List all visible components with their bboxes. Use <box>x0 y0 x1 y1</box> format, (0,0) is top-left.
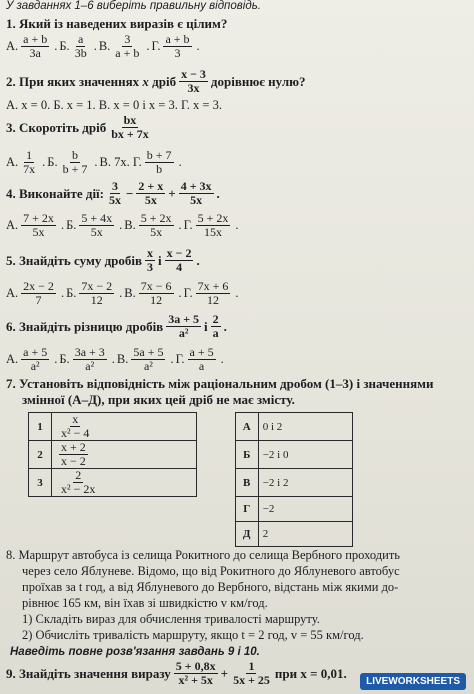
q4-f1: $\frac{3}{5x}$ <box>109 179 121 207</box>
question-8-line: 8. Маршрут автобуса із селища Рокитного до селища Вербного проходить <box>6 548 401 562</box>
right-value: −2 і 2 <box>258 469 352 497</box>
right-key: Г <box>235 497 258 522</box>
right-key: В <box>235 469 258 497</box>
question-7-line-1: 7. Установіть відповідність між раціональним дробом (1–3) і значеннями <box>6 376 434 391</box>
question-3-answers: А. $\frac{1}{7x}$ . Б. $\frac{b}{b + 7}$ . В. 7x. Г. $\frac{b + 7}{b}$ . <box>6 148 182 176</box>
question-6-answers: А. $\frac{a + 5}{\text{a²}}$ . Б. $\frac{3a + 3}{\text{a²}}$ . В. $\frac{5a + 5}{\text{a²}}$ . Г. $\frac{a + 5}{a}$ . <box>6 345 224 373</box>
question-8-line: рівнює 165 км, він їхав зі швидкістю v км/год. <box>22 596 268 610</box>
question-2-answers: А. x = 0. Б. x = 1. В. x = 0 і x = 3. Г. x = 3. <box>6 98 222 112</box>
q6-b-fraction: $\frac{3a + 3}{\text{a²}}$ <box>74 345 105 373</box>
instructions-note: Наведіть повне розв'язання завдань 9 і 10. <box>10 646 260 658</box>
question-6-text: 6. Знайдіть різницю дробів $\frac{3a + 5}{\text{a²}}$ і $\frac{2}{a}$ . <box>6 312 227 340</box>
q1-a-label: А. <box>6 39 19 53</box>
q1-d-fraction: $\frac{a + b}{3}$ <box>165 32 190 60</box>
right-key: А <box>235 413 258 441</box>
q9-f2: $\frac{1}{5x + 25}$ <box>233 659 270 687</box>
left-expr-3: $\frac{2}{\text{x² − 2x}}$ <box>52 469 197 497</box>
question-8-line: через село Яблуневе. Відомо, що від Рокитного до Яблуневого автобус <box>22 564 400 578</box>
q4-a-fraction: $\frac{7 + 2x}{5x}$ <box>23 211 54 239</box>
question-1-answers: А. $\frac{a + b}{3a}$ . Б. $\frac{a}{3b}$ . В. $\frac{3}{a + b}$ . Г. $\frac{a + b}{3}$ . <box>6 32 200 60</box>
instructions-header: У завданнях 1–6 виберіть правильну відповідь. <box>6 0 261 12</box>
liveworksheets-logo: LIVEWORKSHEETS <box>360 673 466 690</box>
question-5-answers: А. $\frac{2x - 2}{7}$ . Б. $\frac{7x - 2}{12}$ . В. $\frac{7x - 6}{12}$ . Г. $\frac{7x + 6}{12}$ . <box>6 279 239 307</box>
question-3-text: 3. Скоротіть дріб $\frac{bx}{bx + 7x}$ <box>6 113 149 141</box>
question-5-text: 5. Знайдіть суму дробів $\frac{x}{3}$ і $\frac{x - 2}{4}$ . <box>6 246 200 274</box>
left-key: 3 <box>29 469 52 497</box>
q6-f1: $\frac{3a + 5}{\text{a²}}$ <box>168 312 200 340</box>
q4-c-fraction: $\frac{5 + 2x}{5x}$ <box>140 211 172 239</box>
q5-b-fraction: $\frac{7x - 2}{12}$ <box>81 279 113 307</box>
right-value: 2 <box>258 522 352 547</box>
right-key: Б <box>235 441 258 469</box>
q6-f2: $\frac{2}{a}$ <box>212 312 219 340</box>
q6-c-fraction: $\frac{5a + 5}{\text{a²}}$ <box>133 345 164 373</box>
q1-b-fraction: $\frac{a}{3b}$ <box>74 32 87 60</box>
question-4-text: 4. Виконайте дії: $\frac{3}{5x}$ − $\frac{2 + x}{5x}$ + $\frac{4 + 3x}{5x}$ . <box>6 179 220 207</box>
q1-b-label: Б. <box>59 39 70 53</box>
left-key: 1 <box>29 413 52 441</box>
right-value: −2 і 0 <box>258 441 352 469</box>
q4-d-fraction: $\frac{5 + 2x}{15x}$ <box>197 211 229 239</box>
left-expr-1: $\frac{x}{\text{x² − 4}}$ <box>52 413 197 441</box>
question-1-text: 1. Який із наведених виразів є цілим? <box>6 16 228 31</box>
q1-c-fraction: $\frac{3}{a + b}$ <box>115 32 140 60</box>
q1-d-label: Г. <box>151 39 161 53</box>
q4-f2: $\frac{2 + x}{5x}$ <box>138 179 164 207</box>
question-8-line: 1) Складіть вираз для обчислення тривалості маршруту. <box>22 612 320 626</box>
q6-a-fraction: $\frac{a + 5}{\text{a²}}$ <box>23 345 48 373</box>
q5-f2: $\frac{x - 2}{4}$ <box>166 246 192 274</box>
question-2-text: 2. При яких значеннях x дріб $\frac{x - 3}{3x}$ дорівнює нулю? <box>6 67 306 95</box>
question-7-line-2: змінної (А–Д), при яких цей дріб не має змісту. <box>22 392 295 407</box>
right-key: Д <box>235 522 258 547</box>
left-expr-2: $\frac{x + 2}{x - 2}$ <box>52 441 197 469</box>
q5-f1: $\frac{x}{3}$ <box>147 246 154 274</box>
question-9-text: 9. Знайдіть значення виразу $\frac{5 + 0,8x}{\text{x² + 5x}}$ + $\frac{1}{5x + 25}$ при x = 0,01. <box>6 659 347 687</box>
question-4-answers: А. $\frac{7 + 2x}{5x}$ . Б. $\frac{5 + 4x}{5x}$ . В. $\frac{5 + 2x}{5x}$ . Г. $\frac{5 + 2x}{15x}$ . <box>6 211 239 239</box>
q3-fraction: $\frac{bx}{bx + 7x}$ <box>111 113 149 141</box>
q2-fraction: $\frac{x - 3}{3x}$ <box>181 67 206 95</box>
q5-c-fraction: $\frac{7x - 6}{12}$ <box>140 279 172 307</box>
right-value: 0 і 2 <box>258 413 352 441</box>
q6-d-fraction: $\frac{a + 5}{a}$ <box>189 345 214 373</box>
matching-table <box>28 412 353 547</box>
question-8-line: 2) Обчисліть тривалість маршруту, якщо t = 2 год, v = 55 км/год. <box>22 628 364 642</box>
q5-d-fraction: $\frac{7x + 6}{12}$ <box>197 279 229 307</box>
q5-a-fraction: $\frac{2x - 2}{7}$ <box>23 279 54 307</box>
q3-a-fraction: $\frac{1}{7x}$ <box>23 148 36 176</box>
q9-f1: $\frac{5 + 0,8x}{\text{x² + 5x}}$ <box>175 659 216 687</box>
q4-f3: $\frac{4 + 3x}{5x}$ <box>180 179 212 207</box>
question-8-line: проїхав за t год, а від Яблуневого до Вербного, відстань між якими до- <box>22 580 399 594</box>
q1-c-label: В. <box>98 39 111 53</box>
right-value: −2 <box>258 497 352 522</box>
q3-b-fraction: $\frac{b}{b + 7}$ <box>62 148 88 176</box>
q4-b-fraction: $\frac{5 + 4x}{5x}$ <box>81 211 113 239</box>
q3-d-fraction: $\frac{b + 7}{b}$ <box>146 148 172 176</box>
left-key: 2 <box>29 441 52 469</box>
q1-a-fraction: $\frac{a + b}{3a}$ <box>23 32 48 60</box>
